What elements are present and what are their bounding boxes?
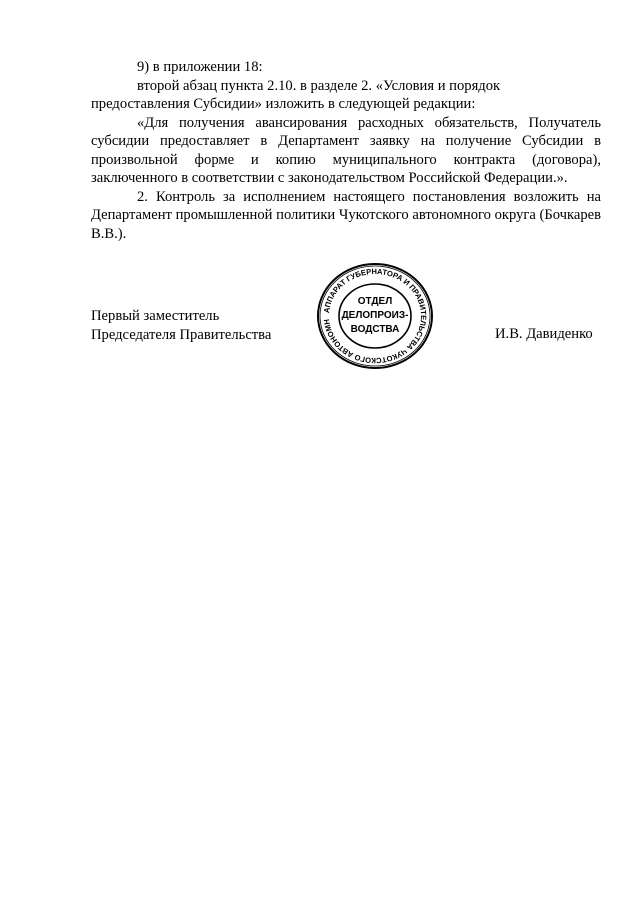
paragraph-edit-instruction: предоставления Субсидии» изложить в следующей редакции: — [91, 96, 476, 112]
stamp-ring-text: АППАРАТ ГУБЕРНАТОРА И ПРАВИТЕЛЬСТВА ЧУКОТСКОГО АВТОНОМН — [322, 266, 429, 366]
paragraph-quoted-text: «Для получения авансирования расходных обязательств, Получатель субсидии предоставляет в Департамент заявку на получение Субсидии в произвольной форме и копию муниципального контракта (договора), заключенного в соответствии с законодательством Российской Федерации.». — [91, 114, 601, 186]
stamp-center-line1: ОТДЕЛ — [357, 296, 393, 307]
stamp-center-line3: ВОДСТВА — [350, 324, 400, 335]
signature-name: И.В. Давиденко — [495, 326, 593, 342]
signature-position — [91, 307, 271, 345]
stamp-seal-icon — [316, 262, 434, 370]
paragraph-control: 2. Контроль за исполнением настоящего постановления возложить на Департамент промышленной политики Чукотского автономного округа (Бочкарев В.В.). — [91, 188, 601, 242]
document-body — [91, 58, 601, 243]
signature-position-line2: Председателя Правительства — [91, 327, 272, 343]
paragraph-second-abzac: второй абзац пункта 2.10. в разделе 2. «Условия и порядок — [137, 77, 501, 94]
paragraph-item-9: 9) в приложении 18: — [137, 59, 263, 75]
stamp-center-line2: ДЕЛОПРОИЗ- — [341, 310, 409, 321]
signature-position-line1: Первый заместитель — [91, 308, 220, 324]
official-stamp — [316, 262, 434, 370]
